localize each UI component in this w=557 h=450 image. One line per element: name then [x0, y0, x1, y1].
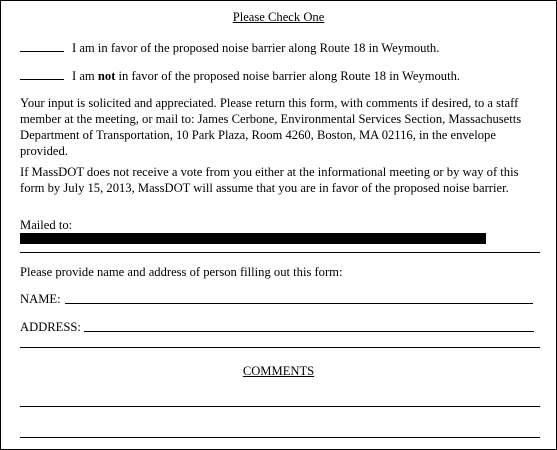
option-not-in-favor [20, 67, 460, 84]
divider-1 [20, 252, 540, 253]
name-label: NAME: [20, 292, 61, 306]
divider-2 [20, 347, 540, 348]
mailed-to-label: Mailed to: [20, 218, 73, 232]
address-input-line[interactable] [84, 331, 534, 332]
option-in-favor-label: I am in favor of the proposed noise barrier along Route 18 in Weymouth. [72, 41, 440, 55]
instructions-paragraph: Your input is solicited and appreciated. Please return this form, with comments if desired, to a staff member at the meeting, or mail to: James Cerbone, Environmental Services Section, Massachusetts Department of Transportation, 10 Park Plaza, Room 4260, Boston, MA 02116, in the envelope provided. [20, 96, 522, 158]
deadline-paragraph: If MassDOT does not receive a vote from you either at the informational meeting or by way of this form by July 15, 2013, MassDOT will assume that you are in favor of the proposed noise barrier. [20, 165, 519, 195]
address-label: ADDRESS: [20, 320, 81, 334]
comment-line-1[interactable] [20, 406, 540, 407]
checkbox-blank-favor[interactable] [20, 39, 64, 52]
option-in-favor [20, 39, 439, 56]
option-not-emphasis: not [97, 69, 116, 83]
address-field [20, 319, 540, 335]
option-not-pre: I am [72, 69, 98, 83]
form-title: Please Check One [232, 10, 325, 24]
comment-line-2[interactable] [20, 437, 540, 438]
checkbox-blank-not-favor[interactable] [20, 67, 64, 80]
provide-info-text: Please provide name and address of person filling out this form: [20, 265, 343, 279]
redacted-address-bar [20, 233, 486, 244]
name-field [20, 291, 540, 307]
comments-title: COMMENTS [242, 364, 315, 378]
name-input-line[interactable] [65, 303, 533, 304]
option-not-post: in favor of the proposed noise barrier along Route 18 in Weymouth. [115, 69, 461, 83]
